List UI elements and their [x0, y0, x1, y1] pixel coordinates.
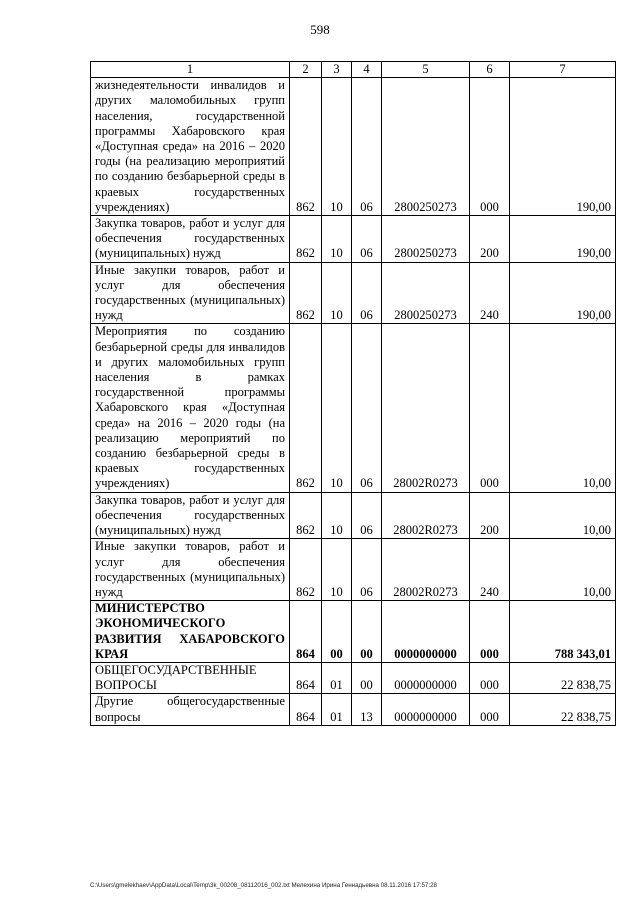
row-name-cell: ОБЩЕГОСУДАРСТВЕННЫЕ ВОПРОСЫ: [91, 662, 290, 693]
row-target-item-cell: 0000000000: [382, 662, 470, 693]
column-header: 6: [470, 62, 510, 78]
row-target-item-cell: 2800250273: [382, 216, 470, 263]
column-header: 4: [352, 62, 382, 78]
row-subsection-cell: 06: [352, 324, 382, 492]
table-row: [91, 694, 616, 725]
row-subsection-cell: 06: [352, 262, 382, 324]
row-target-item-cell: 2800250273: [382, 78, 470, 216]
table-row: [91, 601, 616, 663]
row-subsection-cell: 13: [352, 694, 382, 725]
table-row: [91, 662, 616, 693]
row-name-cell: жизнедеятельности инвалидов и других маломобильных групп населения, государственной программы Хабаровского края «Доступная среда» на 2016 – 2020 годы (на реализацию мероприятий по созданию безбарьерной среды в краевых государственных учреждениях): [91, 78, 290, 216]
row-code-cell: 864: [290, 694, 322, 725]
row-section-cell: 10: [322, 324, 352, 492]
row-section-cell: 10: [322, 539, 352, 601]
table-row: [91, 539, 616, 601]
row-target-item-cell: 28002R0273: [382, 492, 470, 539]
row-subsection-cell: 06: [352, 216, 382, 263]
row-expense-type-cell: 240: [470, 539, 510, 601]
row-section-cell: 00: [322, 601, 352, 663]
row-name-cell: МИНИСТЕРСТВО ЭКОНОМИЧЕСКОГО РАЗВИТИЯ ХАБАРОВСКОГО КРАЯ: [91, 601, 290, 663]
row-section-cell: 10: [322, 216, 352, 263]
row-code-cell: 864: [290, 601, 322, 663]
row-expense-type-cell: 000: [470, 78, 510, 216]
table-row: [91, 324, 616, 492]
row-code-cell: 862: [290, 492, 322, 539]
row-amount-cell: 10,00: [510, 324, 616, 492]
table-header-row: [91, 62, 616, 78]
row-amount-cell: 10,00: [510, 492, 616, 539]
row-subsection-cell: 00: [352, 662, 382, 693]
row-section-cell: 01: [322, 662, 352, 693]
row-section-cell: 01: [322, 694, 352, 725]
row-amount-cell: 190,00: [510, 78, 616, 216]
row-expense-type-cell: 200: [470, 216, 510, 263]
row-amount-cell: 10,00: [510, 539, 616, 601]
row-subsection-cell: 06: [352, 539, 382, 601]
row-target-item-cell: 2800250273: [382, 262, 470, 324]
row-code-cell: 864: [290, 662, 322, 693]
row-amount-cell: 788 343,01: [510, 601, 616, 663]
row-amount-cell: 190,00: [510, 262, 616, 324]
row-code-cell: 862: [290, 216, 322, 263]
row-section-cell: 10: [322, 492, 352, 539]
row-code-cell: 862: [290, 539, 322, 601]
row-name-cell: Иные закупки товаров, работ и услуг для обеспечения государственных (муниципальных) нужд: [91, 262, 290, 324]
row-amount-cell: 22 838,75: [510, 662, 616, 693]
row-target-item-cell: 0000000000: [382, 601, 470, 663]
column-header: 1: [91, 62, 290, 78]
row-expense-type-cell: 000: [470, 324, 510, 492]
row-expense-type-cell: 000: [470, 694, 510, 725]
row-code-cell: 862: [290, 262, 322, 324]
row-name-cell: Иные закупки товаров, работ и услуг для обеспечения государственных (муниципальных) нужд: [91, 539, 290, 601]
row-subsection-cell: 00: [352, 601, 382, 663]
row-subsection-cell: 06: [352, 492, 382, 539]
row-expense-type-cell: 200: [470, 492, 510, 539]
column-header: 2: [290, 62, 322, 78]
table-row: [91, 78, 616, 216]
column-header: 7: [510, 62, 616, 78]
page-number: 598: [310, 22, 330, 37]
row-target-item-cell: 28002R0273: [382, 539, 470, 601]
row-target-item-cell: 0000000000: [382, 694, 470, 725]
row-expense-type-cell: 240: [470, 262, 510, 324]
table-row: [91, 492, 616, 539]
row-target-item-cell: 28002R0273: [382, 324, 470, 492]
column-header: 3: [322, 62, 352, 78]
row-subsection-cell: 06: [352, 78, 382, 216]
row-expense-type-cell: 000: [470, 662, 510, 693]
row-code-cell: 862: [290, 324, 322, 492]
row-code-cell: 862: [290, 78, 322, 216]
row-section-cell: 10: [322, 262, 352, 324]
row-amount-cell: 22 838,75: [510, 694, 616, 725]
row-name-cell: Закупка товаров, работ и услуг для обеспечения государственных (муниципальных) нужд: [91, 492, 290, 539]
row-name-cell: Мероприятия по созданию безбарьерной среды для инвалидов и других маломобильных групп населения в рамках государственной программы Хабаровского края «Доступная среда» на 2016 – 2020 годы (на реализацию мероприятий по созданию безбарьерной среды в краевых государственных учреждениях): [91, 324, 290, 492]
row-section-cell: 10: [322, 78, 352, 216]
column-header: 5: [382, 62, 470, 78]
file-path-footer: C:\Users\gmelekhaev\AppData\Local\Temp\3k_00208_08112016_002.txt Мелехина Ирина Геннадьевна 08.11.2016 17:57:28: [90, 882, 437, 889]
table-row: [91, 216, 616, 263]
row-expense-type-cell: 000: [470, 601, 510, 663]
budget-table: [90, 61, 616, 726]
row-name-cell: Закупка товаров, работ и услуг для обеспечения государственных (муниципальных) нужд: [91, 216, 290, 263]
row-name-cell: Другие общегосударственные вопросы: [91, 694, 290, 725]
row-amount-cell: 190,00: [510, 216, 616, 263]
table-row: [91, 262, 616, 324]
